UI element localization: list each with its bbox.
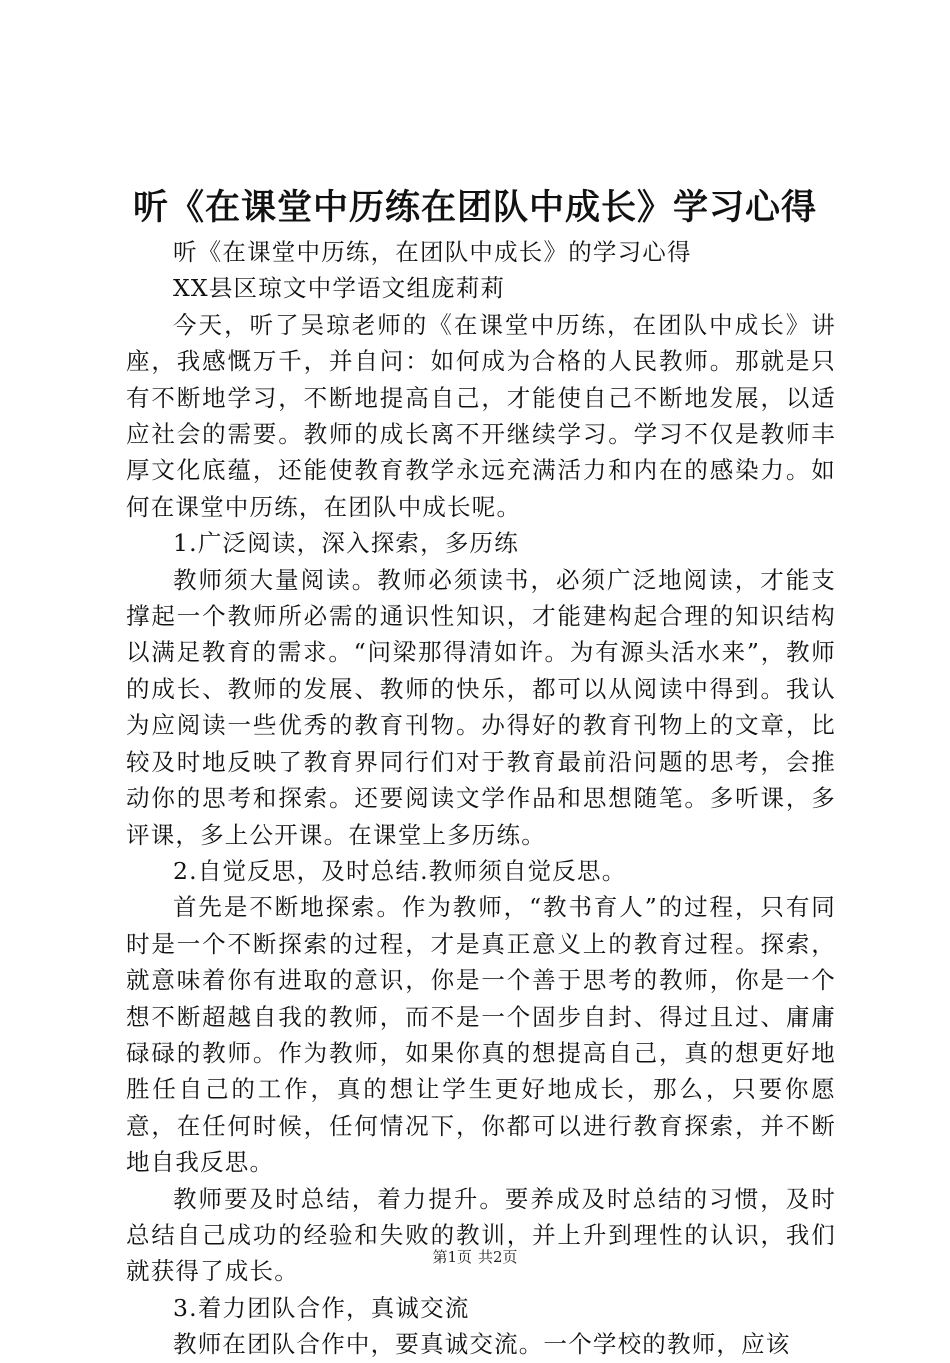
intro-paragraph: 今天，听了吴琼老师的《在课堂中历练，在团队中成长》讲座，我感慨万千，并自问：如何成为合格的人民教师。那就是只有不断地学习，不断地提高自己，才能使自己不断地发展，以适应社会的需要。教师的成长离不开继续学习。学习不仅是教师丰厚文化底蕴，还能使教育教学永远充满活力和内在的感染力。如何在课堂中历练，在团队中成长呢。 [126,310,836,521]
author-line: XX县区琼文中学语文组庞莉莉 [173,274,506,303]
section-2-paragraph-2: 教师要及时总结，着力提升。要养成及时总结的习惯，及时总结自己成功的经验和失败的教训，并上升到理性的认识，我们就获得了成长。 [126,1184,836,1286]
subtitle-paragraph: 听《在课堂中历练，在团队中成长》的学习心得 [173,238,692,266]
section-1-paragraph: 教师须大量阅读。教师必须读书，必须广泛地阅读，才能支撑起一个教师所必需的通识性知识，才能建构起合理的知识结构以满足教育的需求。“问梁那得清如许。为有源头活水来”，教师的成长、教师的发展、教师的快乐，都可以从阅读中得到。我认为应阅读一些优秀的教育刊物。办得好的教育刊物上的文章，比较及时地反映了教育界同行们对于教育最前沿问题的思考，会推动你的思考和探索。还要阅读文学作品和思想随笔。多听课，多评课，多上公开课。在课堂上多历练。 [126,565,836,849]
document-title: 听《在课堂中历练在团队中成长》学习心得 [132,188,817,228]
page-total: 共2页 [478,1248,518,1266]
section-heading-3: 3.着力团队合作，真诚交流 [173,1293,470,1322]
section-heading-1: 1.广泛阅读，深入探索，多历练 [173,529,519,558]
page-number: 第1页 [432,1248,472,1266]
section-heading-2: 2.自觉反思，及时总结.教师须自觉反思。 [173,856,627,885]
section-3-paragraph: 教师在团队合作中，要真诚交流。一个学校的教师，应该 [173,1330,791,1359]
section-2-paragraph-1: 首先是不断地探索。作为教师，“教书育人”的过程，只有同时是一个不断探索的过程，才是真正意义上的教育过程。探索，就意味着你有进取的意识，你是一个善于思考的教师，你是一个想不断超越自我的教师，而不是一个固步自封、得过且过、庸庸碌碌的教师。作为教师，如果你真的想提高自己，真的想更好地胜任自己的工作，真的想让学生更好地成长，那么，只要你愿意，在任何时候，任何情况下，你都可以进行教育探索，并不断地自我反思。 [126,893,836,1177]
document-body [126,234,836,1363]
page-footer [0,1247,950,1267]
